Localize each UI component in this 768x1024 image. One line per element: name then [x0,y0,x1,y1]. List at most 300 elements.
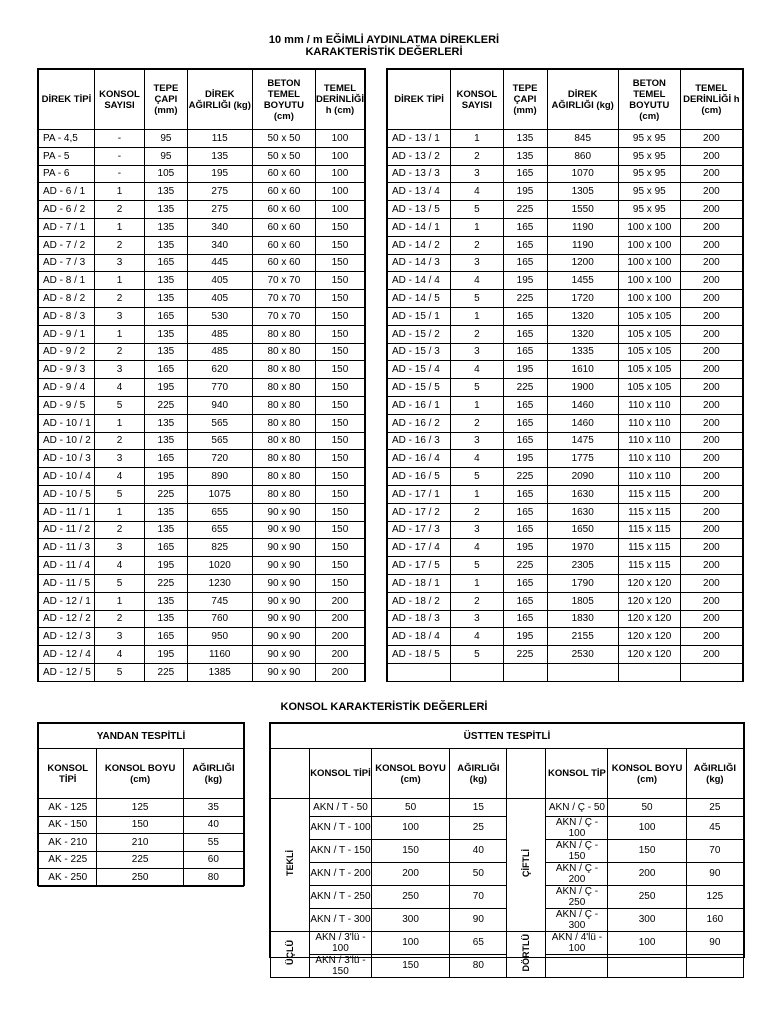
table-cell: 165 [145,628,188,646]
table-cell: PA - 5 [39,147,95,165]
table-cell: 1475 [547,432,618,450]
table-cell: 150 [315,414,364,432]
table-cell: AD - 18 / 3 [388,610,451,628]
table-cell: 40 [450,839,507,862]
table-cell: 4 [451,272,503,290]
pole-table-right [387,69,743,682]
table-row [39,272,365,290]
table-cell: 565 [187,432,252,450]
table-cell: 1 [451,218,503,236]
column-header: KONSOL BOYU (cm) [97,749,183,799]
table-cell: 200 [680,468,742,486]
table-cell: 150 [315,468,364,486]
table-row [271,931,744,954]
table-cell: 100 x 100 [618,236,680,254]
table-cell: 655 [187,521,252,539]
table-cell: 50 [450,862,507,885]
table-cell: 1385 [187,663,252,681]
table-row [388,325,743,343]
table-cell: AD - 13 / 3 [388,165,451,183]
table-cell: 4 [94,468,144,486]
table-header-row [39,749,244,799]
table-cell: AD - 12 / 2 [39,610,95,628]
table-cell: - [94,147,144,165]
table-cell: 135 [145,290,188,308]
table-cell: AD - 15 / 1 [388,307,451,325]
table-cell: 195 [503,450,547,468]
table-cell: 200 [680,325,742,343]
table-row [39,628,365,646]
table-cell: 2155 [547,628,618,646]
table-cell: AD - 8 / 3 [39,307,95,325]
table-cell: 135 [187,147,252,165]
table-cell: AD - 13 / 5 [388,201,451,219]
table-cell: 3 [451,343,503,361]
table-cell: AKN / Ç - 50 [546,799,608,817]
table-cell: 195 [145,557,188,575]
table-cell: 90 x 90 [252,539,315,557]
table-cell: 150 [315,379,364,397]
table-row [388,379,743,397]
table-cell: AKN / Ç - 100 [546,816,608,839]
column-header: KONSOL TİPİ [310,749,372,799]
table-cell: 195 [503,272,547,290]
table-row [388,396,743,414]
table-cell: 105 x 105 [618,343,680,361]
header-spacer [507,749,546,799]
table-cell: 445 [187,254,252,272]
table-cell: PA - 6 [39,165,95,183]
table-cell: 340 [187,218,252,236]
column-header: TEPE ÇAPI (mm) [145,70,188,130]
table-cell: 225 [503,646,547,664]
table-cell: - [94,130,144,148]
table-cell [451,663,503,681]
table-cell: AD - 11 / 2 [39,521,95,539]
table-cell: AD - 18 / 4 [388,628,451,646]
table-cell: AD - 11 / 3 [39,539,95,557]
table-cell: AD - 12 / 3 [39,628,95,646]
table-cell: 200 [680,218,742,236]
table-cell: 200 [315,592,364,610]
column-header: KONSOL TİPİ [39,749,97,799]
table-cell: AD - 17 / 5 [388,557,451,575]
table-cell: 150 [97,816,183,834]
table-cell: AKN / T - 300 [310,908,372,931]
column-header: BETON TEMEL BOYUTU (cm) [618,70,680,130]
table-cell: AD - 15 / 4 [388,361,451,379]
table-cell: AD - 14 / 2 [388,236,451,254]
table-cell: 225 [145,396,188,414]
table-cell: 165 [503,254,547,272]
table-cell: 80 [183,869,243,887]
table-cell: 165 [503,574,547,592]
table-cell: AK - 125 [39,799,97,817]
table-cell: 1805 [547,592,618,610]
table-cell: 120 x 120 [618,610,680,628]
table-row [388,450,743,468]
table-cell: 1460 [547,396,618,414]
table-cell: 70 [686,839,743,862]
table-cell: 150 [371,954,449,977]
table-cell: 720 [187,450,252,468]
table-cell: 135 [145,432,188,450]
table-cell: AKN / Ç - 300 [546,908,608,931]
table-cell: 80 x 80 [252,468,315,486]
table-cell: AD - 18 / 1 [388,574,451,592]
table-cell: AD - 6 / 1 [39,183,95,201]
table-cell: 200 [680,396,742,414]
table-cell: 125 [686,885,743,908]
table-cell: AD - 12 / 4 [39,646,95,664]
table-cell: 150 [315,539,364,557]
table-cell: 200 [680,610,742,628]
table-cell: 1075 [187,485,252,503]
table-cell [546,954,608,977]
table-cell: 60 x 60 [252,236,315,254]
table-cell: 135 [145,272,188,290]
table-cell: AKN / 4'lü - 100 [546,931,608,954]
table-cell: 70 x 70 [252,290,315,308]
table-cell: 1320 [547,307,618,325]
table-cell: AD - 15 / 3 [388,343,451,361]
table-cell: 135 [145,201,188,219]
table-cell: 90 x 90 [252,592,315,610]
table-cell: AKN / T - 50 [310,799,372,817]
table-cell: 4 [451,361,503,379]
table-cell: 200 [680,165,742,183]
table-cell: 90 x 90 [252,557,315,575]
table-cell: 1 [94,272,144,290]
table-cell: 165 [503,396,547,414]
table-cell: 1 [451,485,503,503]
table-cell: 620 [187,361,252,379]
table-cell: 105 [145,165,188,183]
document-title: 10 mm / m EĞİMLİ AYDINLATMA DİREKLERİ [268,34,500,46]
table-row [39,834,244,852]
table-cell: 1160 [187,646,252,664]
table-row [388,592,743,610]
table-cell: 275 [187,183,252,201]
table-cell: 2 [451,592,503,610]
ustten-title: ÜSTTEN TESPİTLİ [271,724,744,749]
document-subtitle: KARAKTERİSTİK DEĞERLERİ [305,46,463,58]
table-cell: 225 [145,663,188,681]
table-cell: 225 [503,379,547,397]
table-cell: AKN / T - 150 [310,839,372,862]
table-row [39,325,365,343]
table-cell: 70 [450,885,507,908]
table-cell: 3 [451,432,503,450]
table-row [388,201,743,219]
table-cell: 110 x 110 [618,396,680,414]
table-cell: 80 x 80 [252,343,315,361]
table-cell: 120 x 120 [618,646,680,664]
table-cell: 1230 [187,574,252,592]
table-cell: 3 [94,628,144,646]
table-cell: 165 [503,503,547,521]
table-row [39,147,365,165]
table-row [388,165,743,183]
table-cell: AD - 17 / 1 [388,485,451,503]
table-cell: 200 [680,646,742,664]
table-cell: 200 [680,183,742,201]
table-cell: 3 [94,254,144,272]
table-cell: 150 [315,218,364,236]
table-cell: 135 [145,610,188,628]
table-row [39,610,365,628]
table-cell: AK - 225 [39,851,97,869]
table-row [388,610,743,628]
table-cell: 1970 [547,539,618,557]
table-cell: 50 [371,799,449,817]
table-cell: 60 x 60 [252,201,315,219]
table-cell [608,954,686,977]
table-row [39,557,365,575]
table-cell: 5 [451,557,503,575]
table-cell: 165 [503,521,547,539]
table-cell: AKN / T - 100 [310,816,372,839]
table-cell: AD - 9 / 2 [39,343,95,361]
table-row [39,254,365,272]
table-cell: AD - 16 / 2 [388,414,451,432]
table-cell: 565 [187,414,252,432]
table-cell: 100 [371,931,449,954]
table-cell: 250 [97,869,183,887]
table-cell: 35 [183,799,243,817]
table-cell: 1200 [547,254,618,272]
table-cell: 25 [450,816,507,839]
table-cell: 200 [680,539,742,557]
table-cell: 165 [145,361,188,379]
table-cell: 90 x 90 [252,646,315,664]
table-cell: AD - 17 / 3 [388,521,451,539]
table-cell: 1 [94,414,144,432]
table-row [39,236,365,254]
table-cell: 90 x 90 [252,574,315,592]
table-row [271,799,744,817]
table-cell [547,663,618,681]
table-cell: 100 [315,201,364,219]
table-cell: 2 [94,521,144,539]
table-cell: 195 [503,183,547,201]
table-cell: 200 [680,450,742,468]
table-cell: 150 [315,272,364,290]
table-cell: 5 [451,646,503,664]
table-cell: 3 [451,254,503,272]
table-cell: 225 [145,574,188,592]
table-cell: 1550 [547,201,618,219]
table-cell: AD - 17 / 2 [388,503,451,521]
table-cell: 1020 [187,557,252,575]
table-cell: 1900 [547,379,618,397]
table-cell: 200 [680,236,742,254]
left-pole-table-panel [37,68,366,682]
table-row [388,130,743,148]
table-cell: 210 [97,834,183,852]
column-header: KONSOL SAYISI [451,70,503,130]
table-cell: 105 x 105 [618,325,680,343]
table-cell: 200 [680,414,742,432]
table-row [388,272,743,290]
table-cell: 200 [608,862,686,885]
section-title-row [39,724,244,749]
column-header: AĞIRLIĞI (kg) [183,749,243,799]
table-cell: 200 [680,343,742,361]
table-cell: AD - 13 / 2 [388,147,451,165]
table-cell: 5 [94,663,144,681]
table-row [39,165,365,183]
table-cell: 40 [183,816,243,834]
table-cell: 200 [315,628,364,646]
table-cell: 225 [145,485,188,503]
ustten-table [270,723,744,978]
table-cell: 1650 [547,521,618,539]
column-header: KONSOL BOYU (cm) [608,749,686,799]
table-cell: 150 [315,361,364,379]
table-cell: 125 [97,799,183,817]
table-cell: 1610 [547,361,618,379]
table-cell: 60 x 60 [252,183,315,201]
table-row [388,218,743,236]
table-cell: AD - 16 / 1 [388,396,451,414]
table-cell: 95 x 95 [618,147,680,165]
pole-table-left [38,69,365,682]
column-header: KONSOL SAYISI [94,70,144,130]
table-row [388,432,743,450]
table-cell: 165 [503,218,547,236]
table-cell: AD - 7 / 3 [39,254,95,272]
table-cell: AD - 7 / 2 [39,236,95,254]
table-cell: 200 [680,379,742,397]
table-cell: 200 [680,147,742,165]
column-header: TEPE ÇAPI (mm) [503,70,547,130]
table-cell: 200 [680,290,742,308]
table-cell: 100 [371,816,449,839]
table-cell: 1190 [547,236,618,254]
table-cell: 95 x 95 [618,201,680,219]
table-cell: AKN / 3'lü - 150 [310,954,372,977]
table-cell: 110 x 110 [618,468,680,486]
table-cell: 200 [680,503,742,521]
table-cell: 165 [145,450,188,468]
table-cell: 165 [503,343,547,361]
table-row [39,307,365,325]
table-cell: 150 [315,307,364,325]
table-cell: AKN / Ç - 250 [546,885,608,908]
table-cell: 3 [94,361,144,379]
ustten-panel [269,722,745,977]
table-cell: 300 [608,908,686,931]
table-cell: AD - 17 / 4 [388,539,451,557]
table-cell: 5 [94,485,144,503]
column-header: AĞIRLIĞI (kg) [686,749,743,799]
table-cell: 110 x 110 [618,450,680,468]
table-cell: 1630 [547,485,618,503]
table-row [39,183,365,201]
table-cell: 150 [315,343,364,361]
table-cell: 95 [145,147,188,165]
table-row [39,379,365,397]
table-cell: 950 [187,628,252,646]
table-row [388,663,743,681]
table-row [388,290,743,308]
table-cell: 1 [94,325,144,343]
table-cell: 65 [450,931,507,954]
table-cell: 115 x 115 [618,503,680,521]
table-cell: 50 x 50 [252,147,315,165]
table-cell: 200 [680,432,742,450]
table-cell: 135 [145,236,188,254]
table-cell: AD - 9 / 5 [39,396,95,414]
table-row [39,414,365,432]
group-label-cell [271,799,310,932]
table-cell: 50 [608,799,686,817]
table-cell: 110 x 110 [618,432,680,450]
table-cell: AD - 18 / 5 [388,646,451,664]
table-cell: 105 x 105 [618,379,680,397]
yandan-panel [37,722,245,886]
table-cell: 90 x 90 [252,610,315,628]
table-cell: 165 [503,236,547,254]
table-cell: 2 [451,147,503,165]
group-label-cell [507,799,546,932]
table-cell: 150 [371,839,449,862]
table-cell: 2 [451,503,503,521]
table-cell: 80 x 80 [252,361,315,379]
table-cell: 530 [187,307,252,325]
table-cell: AKN / Ç - 150 [546,839,608,862]
table-cell: 1 [451,307,503,325]
table-cell: 25 [686,799,743,817]
table-cell: 135 [145,592,188,610]
table-cell: 95 x 95 [618,130,680,148]
table-cell: 4 [94,557,144,575]
table-cell: AD - 15 / 2 [388,325,451,343]
table-cell: 80 x 80 [252,379,315,397]
table-cell: 195 [145,379,188,397]
table-cell: 80 x 80 [252,432,315,450]
table-header-row [271,749,744,799]
table-cell: 2 [94,201,144,219]
table-row [39,218,365,236]
table-cell: 80 x 80 [252,414,315,432]
table-cell: 90 x 90 [252,663,315,681]
table-cell: AD - 6 / 2 [39,201,95,219]
column-header: TEMEL DERİNLİĞİ h (cm) [680,70,742,130]
table-cell: 200 [315,646,364,664]
table-cell: 250 [371,885,449,908]
table-cell: 55 [183,834,243,852]
group-label-cell [507,931,546,977]
table-cell: 200 [680,272,742,290]
ciftli-label: ÇİFTLİ [520,849,531,878]
table-cell: AD - 12 / 1 [39,592,95,610]
column-header: KONSOL BOYU (cm) [371,749,449,799]
table-cell: 225 [503,201,547,219]
table-cell: 5 [451,379,503,397]
table-header-row [39,70,365,130]
table-cell: 115 x 115 [618,539,680,557]
table-cell: 150 [315,254,364,272]
table-cell: 115 x 115 [618,521,680,539]
table-cell: 200 [680,628,742,646]
table-cell: AKN / T - 250 [310,885,372,908]
table-cell: 120 x 120 [618,574,680,592]
column-header: DİREK TİPİ [388,70,451,130]
table-cell: 5 [451,201,503,219]
table-cell: 200 [680,307,742,325]
